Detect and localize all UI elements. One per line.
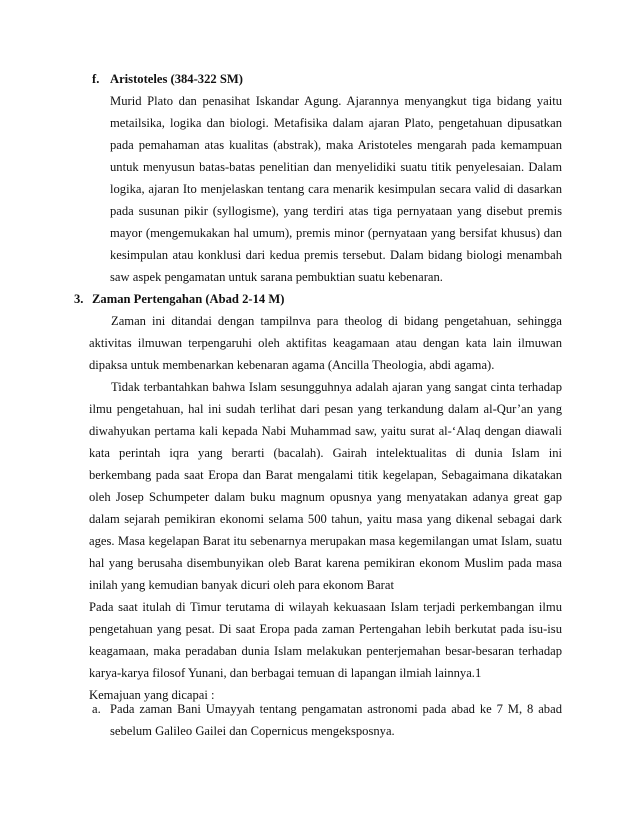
item-f-paragraph: Murid Plato dan penasihat Iskandar Agung. Ajarannya menyangkut tiga bidang yaitu metailsika, logika dan biologi. Metafisika dalam ajaran Plato, pengetahuan dipusatkan pada pemahaman atas kualitas (abstrak), maka Aristoteles mengarah pada kemampuan untuk menyusun batas-batas penelitian dan menyelidiki suatu titik penyelesaian. Dalam logika, ajaran Ito menjelaskan tentang cara menarik kesimpulan secara valid di dasarkan pada susunan pikir (syllogisme), yang terdiri atas tiga pernyataan yang disebut premis mayor (mengemukakan hal umum), premis minor (pernyataan yang bersifat khusus) dan kesimpulan atau konklusi dari kedua premis tersebut. Dalam bidang biologi menambah saw aspek pengamatan untuk sarana pembuktian suatu kebenaran. bbox=[110, 94, 562, 284]
section-3-marker: 3. bbox=[74, 292, 84, 306]
list-item-a bbox=[110, 698, 562, 742]
paragraph-kemajuan: Kemajuan yang dicapai : bbox=[89, 688, 215, 702]
section-3-title: Zaman Pertengahan (Abad 2-14 M) bbox=[92, 292, 285, 306]
paragraph-theolog: Zaman ini ditandai dengan tampilnva para theolog di bidang pengetahuan, sehingga aktivitas ilmuwan terpengaruhi oleh aktifitas keagamaan atau dengan kata lain ilmuwan dipaksa untuk membenarkan kebenaran agama (Ancilla Theologia, abdi agama). bbox=[89, 314, 562, 372]
list-item-a-marker: a. bbox=[92, 702, 101, 716]
item-f-title: Aristoteles (384-322 SM) bbox=[110, 72, 243, 86]
section-3-body bbox=[89, 310, 562, 706]
item-f-marker: f. bbox=[92, 72, 100, 86]
paragraph-timur: Pada saat itulah di Timur terutama di wilayah kekuasaan Islam terjadi perkembangan ilmu pengetahuan yang pesat. Di saat Eropa pada zaman Pertengahan lebih berkutat pada isu-isu keagamaan, maka peradaban dunia Islam melakukan penterjemahan besar-besaran terhadap karya-karya filosof Yunani, dan berbagai temuan di lapangan ilmiah lainnya.1 bbox=[89, 600, 562, 680]
item-f-body bbox=[110, 90, 562, 288]
list-item-a-text: Pada zaman Bani Umayyah tentang pengamatan astronomi pada abad ke 7 M, 8 abad sebelum Galileo Gailei dan Copernicus mengeksposnya. bbox=[110, 702, 562, 738]
paragraph-islam-ilmu: Tidak terbantahkan bahwa Islam sesungguhnya adalah ajaran yang sangat cinta terhadap ilmu pengetahuan, hal ini sudah terlihat dari pesan yang terkandung dalam al-Qur’an yang diwahyukan pertama kali kepada Nabi Muhammad saw, yaitu surat al-‘Alaq dengan diawali kata perintah iqra yang berarti (bacalah). Gairah intelektualitas di dunia Islam ini berkembang pada saat Eropa dan Barat mengalami titik kegelapan, Sebagaimana dikatakan oleh Josep Schumpeter dalam buku magnum opusnya yang menyatakan adanya great gap dalam sejarah pemikiran ekonomi selama 500 tahun, yaitu masa yang dikenal sebagai dark ages. Masa kegelapan Barat itu sebenarnya merupakan masa kegemilangan umat Islam, suatu hal yang berusaha disembunyikan oleb Barat karena pemikiran ekonom Muslim pada masa inilah yang kemudian banyak dicuri oleh para ekonom Barat bbox=[89, 380, 562, 592]
